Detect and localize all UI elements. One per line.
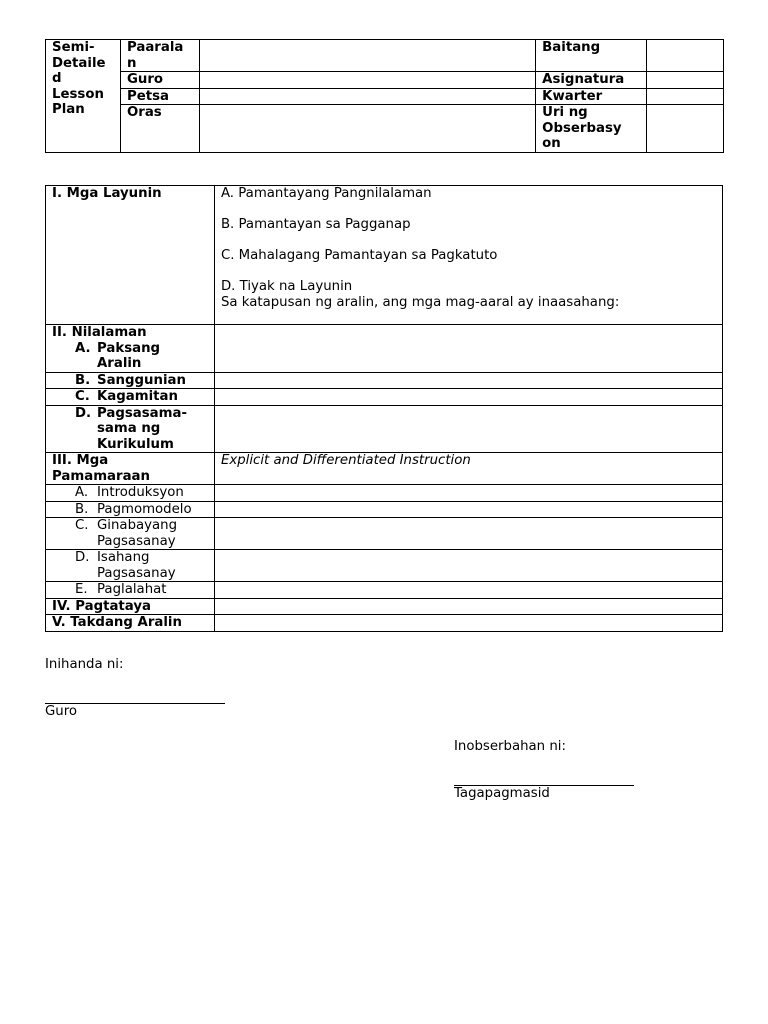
nilalaman-item-b [46, 372, 215, 389]
item-line: Kurikulum [97, 436, 174, 452]
sanggunian-value[interactable] [214, 372, 722, 389]
petsa-label: Petsa [120, 88, 199, 105]
plan-type-line: Lesson [52, 86, 104, 102]
item-line: Sanggunian [97, 372, 186, 388]
pagtataya-value[interactable] [214, 598, 722, 615]
item-line: Introduksyon [97, 485, 184, 500]
item-letter: E. [75, 582, 88, 597]
item-line: Isahang [97, 550, 150, 565]
nilalaman-item-d [46, 405, 215, 453]
asignatura-label: Asignatura [536, 72, 647, 89]
layunin-item: B. Pamantayan sa Pagganap [220, 217, 411, 232]
layunin-item: A. Pamantayang Pangnilalaman [220, 186, 432, 201]
guro-value[interactable] [199, 72, 535, 89]
takdang-aralin-value[interactable] [214, 615, 722, 632]
item-line: Aralin [97, 356, 142, 371]
observed-by-role: Tagapagmasid [454, 786, 550, 801]
plan-type-line: d [52, 71, 62, 86]
kurikulum-value[interactable] [214, 405, 722, 453]
paglalahat-value[interactable] [214, 582, 722, 599]
nilalaman-item-a [52, 341, 214, 372]
kagamitan-value[interactable] [214, 389, 722, 406]
item-letter: A. [75, 485, 89, 500]
label-line: Pamamaraan [52, 468, 150, 484]
pamamaraan-note[interactable]: Explicit and Differentiated Instruction [214, 453, 722, 485]
item-letter: C. [75, 518, 89, 533]
isahang-pagsasanay-value[interactable] [214, 550, 722, 582]
nilalaman-label: II. Nilalaman [52, 325, 147, 340]
pagtataya-label: IV. Pagtataya [46, 598, 215, 615]
pagmomodelo-value[interactable] [214, 501, 722, 518]
baitang-label: Baitang [536, 40, 647, 72]
item-line: Pagsasama- [97, 405, 188, 421]
baitang-value[interactable] [647, 40, 724, 72]
nilalaman-value[interactable] [214, 325, 722, 373]
item-line: Pagsasanay [97, 533, 176, 549]
item-letter: B. [75, 501, 89, 517]
observed-by-label: Inobserbahan ni: [454, 739, 566, 754]
label-line: Uri ng [542, 105, 588, 120]
pamamaraan-item-e [46, 582, 215, 599]
label-line: III. Mga [52, 453, 109, 468]
petsa-value[interactable] [199, 88, 535, 105]
label-line: on [542, 136, 561, 151]
pamamaraan-item-a [46, 485, 215, 502]
kwarter-label: Kwarter [536, 88, 647, 105]
pamamaraan-item-d [46, 550, 215, 582]
item-letter: D. [75, 550, 90, 565]
item-line: Paglalahat [97, 582, 167, 597]
uri-ng-obserbasyon-value[interactable] [647, 105, 724, 153]
item-line: Paksang [97, 340, 161, 356]
takdang-aralin-label: V. Takdang Aralin [46, 615, 215, 632]
prepared-by-block [45, 657, 225, 720]
introduksyon-value[interactable] [214, 485, 722, 502]
prepared-by-role: Guro [45, 704, 78, 719]
kwarter-value[interactable] [647, 88, 724, 105]
item-line: Pagmomodelo [97, 501, 192, 517]
plan-type-line: Semi- [52, 40, 95, 55]
ginabayang-pagsasanay-value[interactable] [214, 518, 722, 550]
oras-value[interactable] [199, 105, 535, 153]
observed-by-signature-line[interactable] [454, 774, 634, 786]
nilalaman-cell [46, 325, 215, 373]
paaralan-label [120, 40, 199, 72]
item-letter: C. [75, 389, 90, 404]
pamamaraan-label [46, 453, 215, 485]
guro-label: Guro [120, 72, 199, 89]
oras-label: Oras [120, 105, 199, 153]
uri-ng-obserbasyon-label [536, 105, 647, 153]
label-line: Paarala [126, 40, 184, 55]
label-line: n [126, 55, 137, 71]
pamamaraan-item-b [46, 501, 215, 518]
layunin-content[interactable] [214, 186, 722, 325]
layunin-note: Sa katapusan ng aralin, ang mga mag-aaral ay inaasahang: [220, 294, 620, 310]
layunin-item: C. Mahalagang Pamantayan sa Pagkatuto [220, 248, 498, 263]
item-line: Kagamitan [97, 389, 178, 404]
prepared-by-signature-line[interactable] [45, 692, 225, 704]
item-line: Pagsasanay [97, 565, 176, 581]
layunin-label: I. Mga Layunin [46, 186, 215, 325]
item-line: sama ng [97, 421, 161, 436]
lesson-plan-header-table [45, 39, 724, 153]
prepared-by-label: Inihanda ni: [45, 657, 124, 672]
label-line: Obserbasy [542, 120, 622, 136]
plan-type-line: Plan [52, 102, 85, 117]
observed-by-block [454, 739, 634, 802]
item-letter: B. [75, 372, 91, 388]
item-letter: A. [75, 340, 91, 356]
item-line: Ginabayang [97, 518, 178, 533]
pamamaraan-item-c [46, 518, 215, 550]
asignatura-value[interactable] [647, 72, 724, 89]
plan-type-line: Detaile [52, 55, 106, 71]
layunin-item: D. Tiyak na Layunin [220, 279, 353, 294]
paaralan-value[interactable] [199, 40, 535, 72]
lesson-plan-main-table [45, 185, 723, 632]
nilalaman-item-c [46, 389, 215, 406]
item-letter: D. [75, 405, 92, 421]
plan-type-cell [46, 40, 121, 153]
